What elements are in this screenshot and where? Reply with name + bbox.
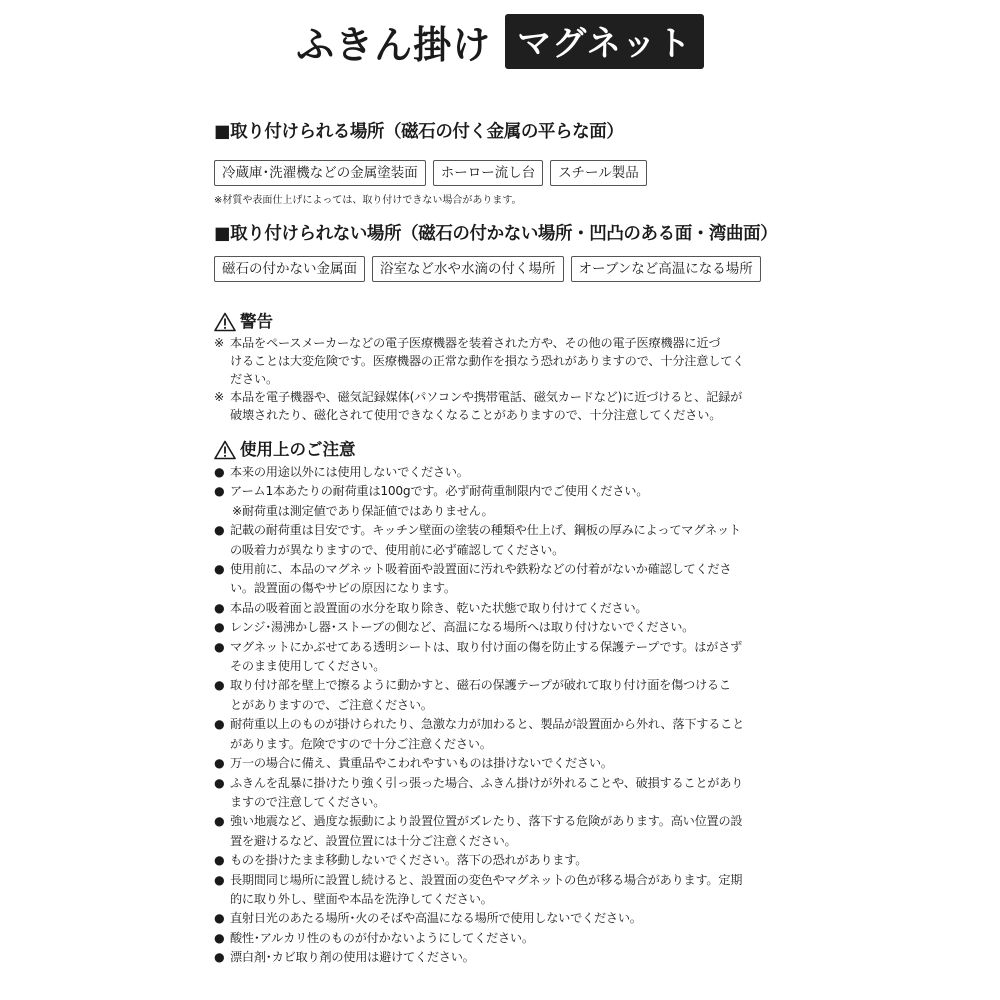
page-title: ふきん掛け — [296, 23, 492, 67]
caution-line: そのまま使用してください。 — [230, 659, 386, 674]
warning-block — [214, 310, 789, 424]
bullet: ● — [214, 775, 225, 790]
section-can-heading: ■取り付けられる場所（磁石の付く金属の平らな面） — [214, 122, 624, 142]
caution-item — [214, 638, 789, 677]
warning-line: 本品をペースメーカーなどの電子医療機器を装着された方や、その他の電子医療機器に近づ — [230, 336, 721, 350]
title-row — [0, 14, 1000, 69]
caution-list — [214, 463, 789, 968]
bullet: ● — [214, 717, 225, 732]
caution-line: 取り付け部を壁上で擦るように動かすと、磁石の保護テープが破れて取り付け面を傷つけるこ — [230, 678, 731, 693]
caution-line: ものを掛けたまま移動しないでください。落下の恐れがあります。 — [230, 853, 588, 868]
bullet: ● — [214, 562, 225, 577]
caution-line: 使用前に、本品のマグネット吸着面や設置面に汚れや鉄粉などの付着がないか確認してくださ — [230, 562, 732, 577]
caution-item — [214, 871, 789, 910]
bullet: ● — [214, 756, 225, 771]
bullet: ● — [214, 465, 225, 479]
note-mark: ※ — [214, 390, 225, 404]
caution-item — [214, 482, 789, 521]
caution-line: 本品の吸着面と設置面の水分を取り除き、乾いた状態で取り付けてください。 — [230, 600, 648, 615]
caution-block — [214, 438, 789, 968]
caution-line: い。設置面の傷やサビの原因になります。 — [230, 581, 456, 596]
caution-line: 置を避けるなど、設置位置には十分ご注意ください。 — [230, 833, 517, 848]
tag: ホーロー流し台 — [433, 160, 544, 186]
caution-line: 的に取り外し、壁面や本品を洗浄してください。 — [230, 891, 493, 906]
content — [214, 118, 789, 968]
caution-item — [214, 521, 789, 560]
bullet: ● — [214, 872, 225, 887]
caution-heading — [214, 438, 789, 462]
caution-item — [214, 715, 789, 754]
caution-line: ますので注意してください。 — [230, 794, 386, 809]
caution-line: ふきんを乱暴に掛けたり強く引っ張った場合、ふきん掛けが外れることや、破損することがあり — [230, 775, 744, 790]
caution-sub-note: ※耐荷重は測定値であり保証値ではありません。 — [232, 503, 494, 518]
material-note: ※材質や表面仕上げによっては、取り付けできない場合があります。 — [214, 195, 522, 206]
caution-line: 強い地震など、過度な振動により設置位置がズレたり、落下する危険があります。高い位置の設 — [230, 814, 743, 829]
title-badge: マグネット — [505, 14, 704, 69]
section-can-tags — [214, 160, 789, 186]
warning-heading-text: 警告 — [240, 312, 273, 331]
caution-line: の吸着力が異なりますので、使用前に必ず確認してください。 — [230, 542, 565, 557]
caution-line: 直射日光のあたる場所･火のそばや高温になる場所で使用しないでください。 — [230, 911, 642, 926]
caution-item — [214, 948, 789, 967]
caution-line: アーム1本あたりの耐荷重は100gです。必ず耐荷重制限内でご使用ください。 — [230, 484, 649, 499]
caution-item — [214, 599, 789, 618]
tag: 浴室など水や水滴の付く場所 — [372, 256, 564, 282]
caution-line: 本来の用途以外には使用しないでください。 — [230, 465, 469, 479]
bullet: ● — [214, 814, 225, 829]
caution-heading-text: 使用上のご注意 — [240, 440, 356, 459]
bullet: ● — [214, 930, 225, 945]
caution-item — [214, 618, 789, 637]
caution-line: 万一の場合に備え、貴重品やこわれやすいものは掛けないでください。 — [230, 756, 613, 771]
section-cannot-heading: ■取り付けられない場所（磁石の付かない場所・凹凸のある面・湾曲面） — [214, 224, 778, 244]
caution-item — [214, 774, 789, 813]
caution-line: があります。危険ですので十分ご注意ください。 — [230, 736, 492, 751]
warning-line: 破壊されたり、磁化されて使用できなくなることがありますので、十分注意してください。 — [230, 408, 722, 422]
bullet: ● — [214, 853, 225, 868]
warning-line: 本品を電子機器や、磁気記録媒体(パソコンや携帯電話、磁気カードなど)に近づけると、記録が — [230, 390, 743, 404]
caution-line: とがありますので、ご注意ください。 — [230, 697, 433, 712]
note-mark: ※ — [214, 336, 225, 350]
section-cannot-tags — [214, 256, 789, 282]
caution-line: 長期間同じ場所に設置し続けると、設置面の変色やマグネットの色が移る場合があります。定期 — [230, 872, 743, 887]
caution-item — [214, 560, 789, 599]
warning-item — [214, 334, 789, 388]
tag: オーブンなど高温になる場所 — [571, 256, 761, 282]
warning-item — [214, 388, 789, 424]
bullet: ● — [214, 620, 225, 635]
bullet: ● — [214, 600, 225, 615]
caution-line: 酸性･アルカリ性のものが付かないようにしてください。 — [230, 930, 534, 945]
caution-item — [214, 851, 789, 870]
caution-line: 記載の耐荷重は目安です。キッチン壁面の塗装の種類や仕上げ、鋼板の厚みによってマグネット — [230, 523, 741, 538]
tag: 磁石の付かない金属面 — [214, 256, 365, 282]
caution-line: 耐荷重以上のものが掛けられたり、急激な力が加わると、製品が設置面から外れ、落下すること — [230, 717, 745, 732]
warning-line: ださい。 — [230, 372, 278, 386]
bullet: ● — [214, 639, 225, 654]
warning-line: けることは大変危険です。医療機器の正常な動作を損なう恐れがありますので、十分注意してく — [230, 354, 745, 368]
caution-item — [214, 463, 789, 482]
tag: スチール製品 — [550, 160, 646, 186]
caution-item — [214, 909, 789, 928]
bullet: ● — [214, 678, 225, 693]
tag: 冷蔵庫･洗濯機などの金属塗装面 — [214, 160, 426, 186]
bullet: ● — [214, 911, 225, 926]
caution-line: レンジ･湯沸かし器･ストーブの側など、高温になる場所へは取り付けないでください。 — [230, 620, 695, 635]
caution-item — [214, 929, 789, 948]
warning-list — [214, 334, 789, 424]
warning-heading — [214, 310, 789, 334]
caution-item — [214, 812, 789, 851]
warning-triangle-icon — [214, 440, 236, 460]
warning-triangle-icon — [214, 312, 236, 332]
caution-line: マグネットにかぶせてある透明シートは、取り付け面の傷を防止する保護テープです。はがさず — [230, 639, 742, 654]
bullet: ● — [214, 950, 225, 965]
caution-item — [214, 676, 789, 715]
bullet: ● — [214, 523, 225, 538]
caution-item — [214, 754, 789, 773]
caution-line: 漂白剤･カビ取り剤の使用は避けてください。 — [230, 950, 475, 965]
bullet: ● — [214, 484, 225, 499]
